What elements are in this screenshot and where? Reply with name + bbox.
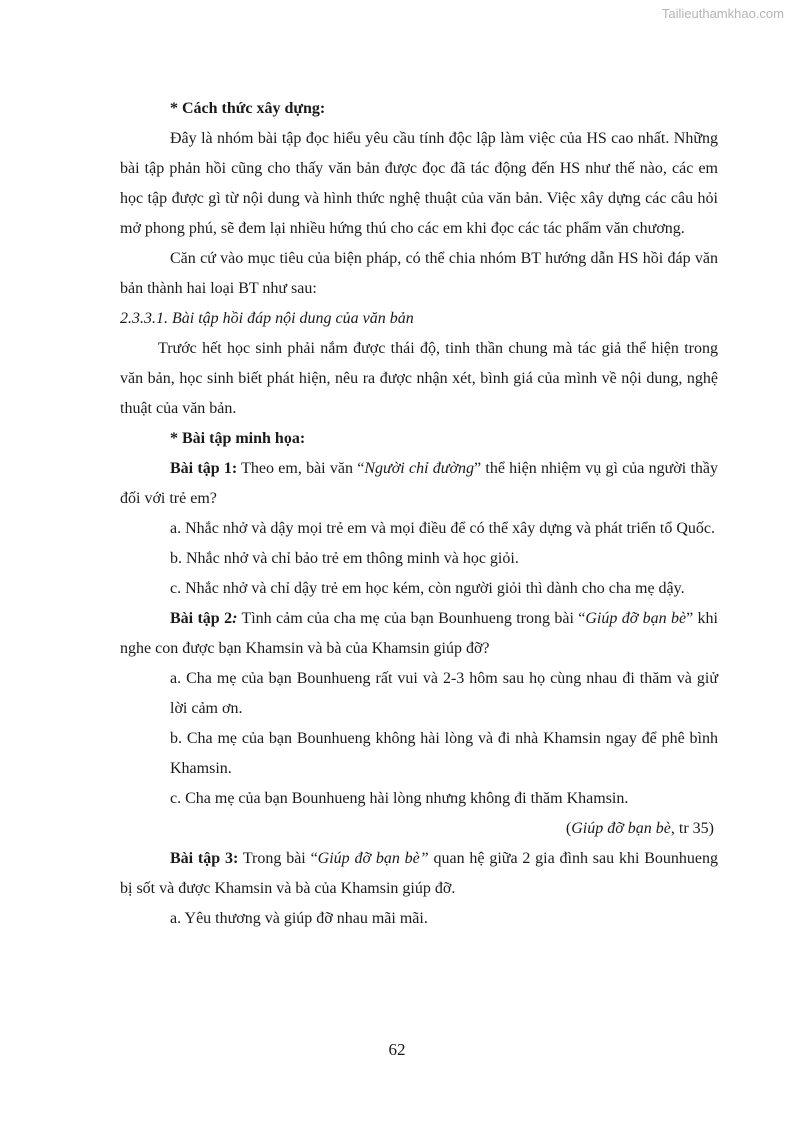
section-heading-examples: * Bài tập minh họa: bbox=[170, 430, 306, 447]
exercise-2-option-c: c. Cha mẹ của bạn Bounhueng hài lòng nhưng không đi thăm Khamsin. bbox=[170, 790, 629, 807]
exercise-2-question: Bài tập 2: Tình cảm của cha mẹ của bạn Bounhueng trong bài “Giúp đỡ bạn bè” khi nghe con được bạn Khamsin và bà của Khamsin giúp đỡ? bbox=[120, 610, 718, 657]
exercise-3-option-a: a. Yêu thương và giúp đỡ nhau mãi mãi. bbox=[170, 910, 428, 927]
exercise-2-source: (Giúp đỡ bạn bè, tr 35) bbox=[565, 820, 714, 837]
exercise-1-option-c: c. Nhắc nhở và chỉ dậy trẻ em học kém, còn người giỏi thì dành cho cha mẹ dậy. bbox=[170, 580, 685, 597]
paragraph-content: Trước hết học sinh phải nắm được thái độ, tinh thần chung mà tác giả thể hiện trong văn bản, học sinh biết phát hiện, nêu ra được nhận xét, bình giá của mình về nội dung, nghệ thuật của văn bản. bbox=[120, 340, 718, 417]
exercise-1-option-b: b. Nhắc nhở và chỉ bảo trẻ em thông minh và học giỏi. bbox=[170, 550, 519, 567]
page-number: 62 bbox=[388, 1040, 406, 1059]
subsection-heading: 2.3.3.1. Bài tập hồi đáp nội dung của văn bản bbox=[120, 310, 414, 327]
exercise-2-option-a: a. Cha mẹ của bạn Bounhueng rất vui và 2-3 hôm sau họ cùng nhau đi thăm và giử lời cảm ơn. bbox=[170, 670, 718, 717]
exercise-1-question: Bài tập 1: Theo em, bài văn “Người chỉ đường” thể hiện nhiệm vụ gì của người thầy đối với trẻ em? bbox=[120, 460, 718, 507]
exercise-3-question: Bài tập 3: Trong bài “Giúp đỡ bạn bè” quan hệ giữa 2 gia đình sau khi Bounhueng bị sốt và được Khamsin và bà của Khamsin giúp đỡ. bbox=[120, 850, 718, 897]
paragraph-division: Căn cứ vào mục tiêu của biện pháp, có thể chia nhóm BT hướng dẫn HS hồi đáp văn bản thành hai loại BT như sau: bbox=[120, 250, 718, 297]
exercise-1-option-a: a. Nhắc nhở và dậy mọi trẻ em và mọi điều để có thể xây dựng và phát triển tổ Quốc. bbox=[170, 520, 715, 537]
watermark: Tailieuthamkhao.com bbox=[661, 6, 784, 21]
document-body bbox=[120, 94, 718, 934]
paragraph-intro: Đây là nhóm bài tập đọc hiểu yêu cầu tính độc lập làm việc của HS cao nhất. Những bài tập phản hồi cũng cho thấy văn bản được đọc đã tác động đến HS như thế nào, các em học tập được gì từ nội dung và hình thức nghệ thuật của văn bản. Việc xây dựng các câu hỏi mở phong phú, sẽ đem lại nhiều hứng thú cho các em khi đọc các tác phẩm văn chương. bbox=[120, 130, 718, 237]
section-heading-method: * Cách thức xây dựng: bbox=[170, 100, 326, 117]
exercise-2-option-b: b. Cha mẹ của bạn Bounhueng không hài lòng và đi nhà Khamsin ngay để phê bình Khamsin. bbox=[170, 730, 718, 777]
